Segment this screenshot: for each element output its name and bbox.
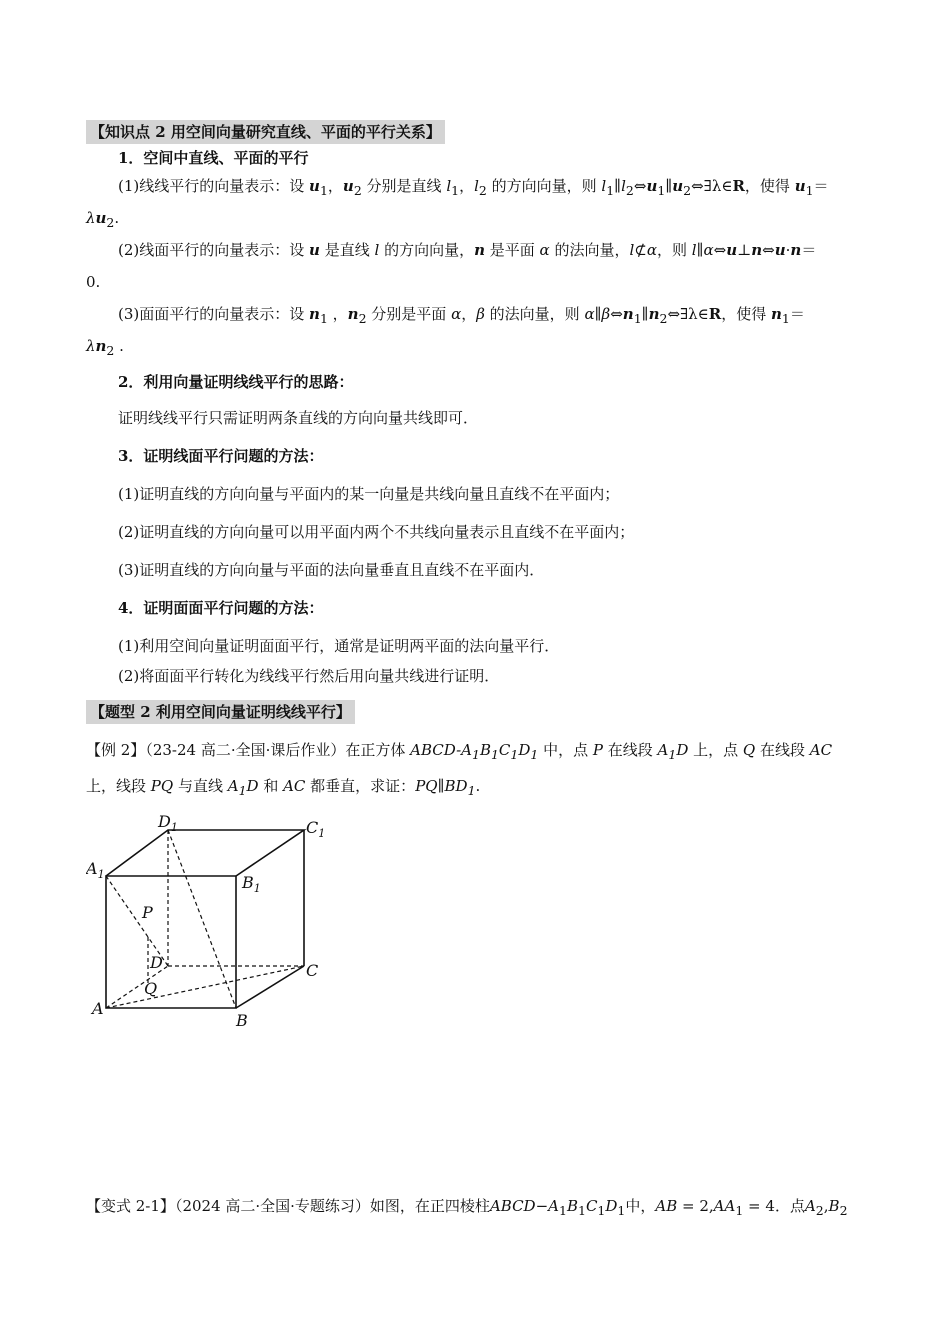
variant-label: 【变式 2-1】 <box>86 1197 175 1215</box>
label-P: P <box>142 903 153 922</box>
label-A: A <box>92 999 104 1018</box>
example-text-line-2: 上，线段 PQ 与直线 $A_1D$ 和 AC 都垂直，求证：$PQ\parallel BD_1$. <box>86 777 481 798</box>
line-line-parallel-cont: $\lambda u_2$. <box>86 209 120 230</box>
plane-plane-method-1: (1)利用空间向量证明面面平行，通常是证明两平面的法向量平行． <box>118 637 560 655</box>
cube-figure <box>86 808 346 1030</box>
edge-BC <box>236 966 304 1008</box>
label-C1: $C_1$ <box>306 818 326 840</box>
question-type-heading: 【题型 2 利用空间向量证明线线平行】 <box>86 700 355 724</box>
line-plane-method-2: (2)证明直线的方向向量可以用平面内两个不共线向量表示且直线不在平面内； <box>118 523 635 541</box>
label-D1: $D_1$ <box>158 812 178 834</box>
cube-diagram <box>86 808 346 1030</box>
label-Q: Q <box>144 979 158 998</box>
plane-plane-method-2: (2)将面面平行转化为线线平行然后用向量共线进行证明． <box>118 667 500 685</box>
line-plane-parallel-text: (2)线面平行的向量表示：设 u 是直线 l 的方向向量，n 是平面 α 的法向量，l⊄α，则 l∥α⇔u⊥n⇔u·n＝ <box>118 241 817 259</box>
line-line-parallel-text: (1)线线平行的向量表示：设 $u_1$，$u_2$ 分别是直线 $l_1$，$l_2$ 的方向向量，则 $l_1\parallel l_2\Leftrightarrow u_1\parallel u_2\Leftrightarrow\exists\lambda\in R$，使得 $u_1=$ <box>118 177 829 198</box>
variant-source: （2024 高二·全国·专题练习） <box>174 1197 370 1215</box>
plane-plane-parallel-cont: $\lambda n_2$ . <box>86 337 124 358</box>
label-C: C <box>306 961 319 980</box>
subsection-title-4: 4．证明面面平行问题的方法： <box>118 599 324 617</box>
example-source: （23-24 高二·全国·课后作业） <box>145 741 346 759</box>
line-plane-method-3: (3)证明直线的方向向量与平面的法向量垂直且直线不在平面内． <box>118 561 545 579</box>
diagonal-BD1 <box>168 830 236 1008</box>
label-B1: $B_1$ <box>242 873 261 895</box>
subsection-title-1: 1．空间中直线、平面的平行 <box>118 149 309 167</box>
example-text-line-1: 【例 2】（23-24 高二·全国·课后作业）在正方体 ABCD-$A_1B_1C_1D_1$ 中，点 P 在线段 $A_1D$ 上，点 Q 在线段 AC <box>86 741 833 762</box>
example-label: 【例 2】 <box>86 741 146 759</box>
line-plane-method-1: (1)证明直线的方向向量与平面内的某一向量是共线向量且直线不在平面内； <box>118 485 620 503</box>
diagonal-AC <box>106 966 304 1008</box>
subsection-title-3: 3．证明线面平行问题的方法： <box>118 447 324 465</box>
label-A1: $A_1$ <box>86 859 105 881</box>
variant-text-line-1: 【变式 2-1】（2024 高二·全国·专题练习）如图，在正四棱柱$ABCD-A_1B_1C_1D_1$中，AB = $2,AA_1 = 4$．点$A_2,B_2$ <box>86 1197 848 1218</box>
front-face <box>106 876 236 1008</box>
plane-plane-parallel-text: (3)面面平行的向量表示：设 $n_1$ ，$n_2$ 分别是平面 α，β 的法向量，则 $\alpha\parallel\beta\Leftrightarrow n_1\parallel n_2\Leftrightarrow\exists\lambda\in R$，使得 $n_1=$ <box>118 305 805 326</box>
top-back-edges <box>106 830 304 876</box>
knowledge-heading: 【知识点 2 用空间向量研究直线、平面的平行关系】 <box>86 120 445 144</box>
subsection-title-2: 2．利用向量证明线线平行的思路： <box>118 373 354 391</box>
label-D: D <box>150 953 163 972</box>
line-plane-parallel-cont: 0. <box>86 273 101 291</box>
label-B: B <box>236 1011 248 1030</box>
idea-text: 证明线线平行只需证明两条直线的方向向量共线即可． <box>118 409 479 427</box>
